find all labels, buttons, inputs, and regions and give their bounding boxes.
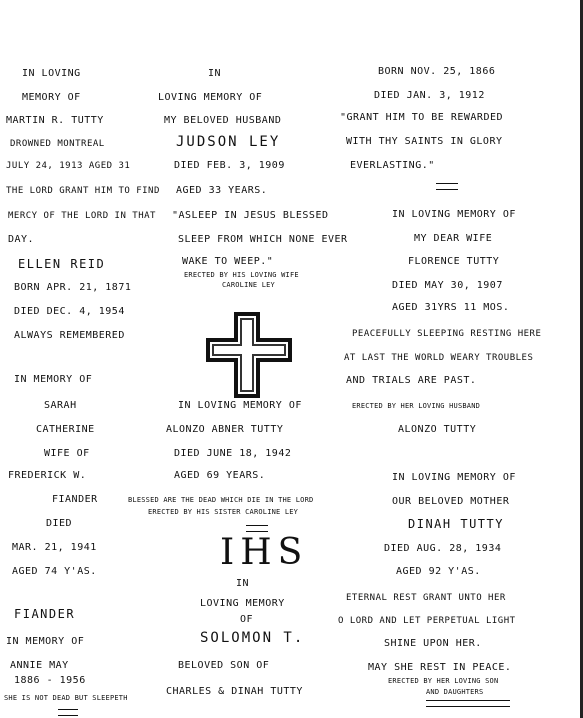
dinah-epitaph-1: ETERNAL REST GRANT UNTO HER	[346, 593, 506, 603]
dinah-erected-by-2: AND DAUGHTERS	[426, 688, 484, 696]
solomon-line-6: CHARLES & DINAH TUTTY	[166, 686, 303, 697]
sarah-line-2: SARAH	[44, 400, 77, 411]
solomon-line-3: OF	[240, 614, 254, 625]
dinah-name: DINAH TUTTY	[408, 517, 504, 531]
sarah-line-5: FREDERICK W.	[8, 470, 87, 481]
martin-line-4: DROWNED MONTREAL	[10, 139, 105, 149]
sarah-line-6: FIANDER	[52, 494, 98, 505]
sarah-line-4: WIFE OF	[44, 448, 90, 459]
martin-line-5: JULY 24, 1913 AGED 31	[6, 161, 131, 171]
sarah-line-8: MAR. 21, 1941	[12, 542, 97, 553]
ellen-born: BORN APR. 21, 1871	[14, 282, 132, 293]
judson-erected-name: CAROLINE LEY	[222, 281, 275, 289]
florence-line-1: IN LOVING MEMORY OF	[392, 209, 516, 220]
annie-surname: FIANDER	[14, 607, 76, 621]
martin-line-8: DAY.	[8, 234, 35, 245]
solomon-line-2: LOVING MEMORY	[200, 598, 285, 609]
c3-epitaph-3: EVERLASTING."	[350, 160, 435, 171]
ellen-died: DIED DEC. 4, 1954	[14, 306, 125, 317]
florence-line-2: MY DEAR WIFE	[414, 233, 493, 244]
ellen-epitaph: ALWAYS REMEMBERED	[14, 330, 125, 341]
dinah-epitaph-2: O LORD AND LET PERPETUAL LIGHT	[338, 616, 516, 626]
annie-name: ANNIE MAY	[10, 660, 69, 671]
dinah-line-2: OUR BELOVED MOTHER	[392, 496, 510, 507]
sarah-line-9: AGED 74 Y'AS.	[12, 566, 97, 577]
sarah-line-3: CATHERINE	[36, 424, 95, 435]
martin-line-7: MERCY OF THE LORD IN THAT	[8, 211, 156, 221]
judson-aged: AGED 33 YEARS.	[176, 185, 268, 196]
dinah-epitaph-4: MAY SHE REST IN PEACE.	[368, 662, 512, 673]
dinah-erected-by: ERECTED BY HER LOVING SON	[388, 677, 499, 685]
c3-divider-1	[436, 183, 458, 190]
judson-died: DIED FEB. 3, 1909	[174, 160, 285, 171]
alonzo-died: DIED JUNE 18, 1942	[174, 448, 292, 459]
martin-line-1: IN LOVING	[22, 68, 81, 79]
dinah-divider	[426, 700, 510, 707]
alonzo-divider	[246, 525, 268, 532]
sarah-line-7: DIED	[46, 518, 73, 529]
ihs-monogram: IHS	[220, 532, 309, 573]
dinah-died: DIED AUG. 28, 1934	[384, 543, 502, 554]
annie-line-2: IN MEMORY OF	[6, 636, 85, 647]
annie-divider	[58, 709, 78, 716]
dinah-epitaph-3: SHINE UPON HER.	[384, 638, 482, 649]
solomon-line-1: IN	[236, 578, 250, 589]
solomon-name: SOLOMON T.	[200, 630, 305, 646]
sarah-line-1: IN MEMORY OF	[14, 374, 93, 385]
solomon-line-5: BELOVED SON OF	[178, 660, 270, 671]
alonzo-name: ALONZO ABNER TUTTY	[166, 424, 284, 435]
c3-epitaph-2: WITH THY SAINTS IN GLORY	[346, 136, 503, 147]
florence-name: FLORENCE TUTTY	[408, 256, 500, 267]
judson-epitaph-3: WAKE TO WEEP."	[182, 256, 274, 267]
florence-epitaph-3: AND TRIALS ARE PAST.	[346, 375, 477, 386]
florence-aged: AGED 31YRS 11 MOS.	[392, 302, 510, 313]
annie-years: 1886 - 1956	[14, 675, 86, 686]
c3-died: DIED JAN. 3, 1912	[374, 90, 485, 101]
florence-erected-by: ERECTED BY HER LOVING HUSBAND	[352, 402, 481, 410]
judson-epitaph-2: SLEEP FROM WHICH NONE EVER	[178, 234, 348, 245]
alonzo-erected-by: ERECTED BY HIS SISTER CAROLINE LEY	[148, 508, 299, 516]
c3-epitaph-1: "GRANT HIM TO BE REWARDED	[340, 112, 504, 123]
dinah-aged: AGED 92 Y'AS.	[396, 566, 481, 577]
alonzo-epitaph: BLESSED ARE THE DEAD WHICH DIE IN THE LORD	[128, 496, 314, 504]
judson-name: JUDSON LEY	[176, 134, 281, 150]
martin-name: MARTIN R. TUTTY	[6, 115, 104, 126]
florence-epitaph-2: AT LAST THE WORLD WEARY TROUBLES	[344, 353, 534, 363]
martin-line-6: THE LORD GRANT HIM TO FIND	[6, 186, 160, 196]
judson-erected-by: ERECTED BY HIS LOVING WIFE	[184, 271, 299, 279]
judson-epitaph-1: "ASLEEP IN JESUS BLESSED	[172, 210, 329, 221]
dinah-line-1: IN LOVING MEMORY OF	[392, 472, 516, 483]
alonzo-aged: AGED 69 YEARS.	[174, 470, 266, 481]
alonzo-line-1: IN LOVING MEMORY OF	[178, 400, 302, 411]
florence-erected-name: ALONZO TUTTY	[398, 424, 477, 435]
martin-line-2: MEMORY OF	[22, 92, 81, 103]
ellen-name: ELLEN REID	[18, 257, 106, 271]
judson-line-3: MY BELOVED HUSBAND	[164, 115, 282, 126]
annie-epitaph: SHE IS NOT DEAD BUT SLEEPETH	[4, 694, 128, 702]
judson-line-1: IN	[208, 68, 222, 79]
florence-epitaph-1: PEACEFULLY SLEEPING RESTING HERE	[352, 329, 542, 339]
c3-born: BORN NOV. 25, 1866	[378, 66, 496, 77]
florence-died: DIED MAY 30, 1907	[392, 280, 503, 291]
judson-line-2: LOVING MEMORY OF	[158, 92, 263, 103]
